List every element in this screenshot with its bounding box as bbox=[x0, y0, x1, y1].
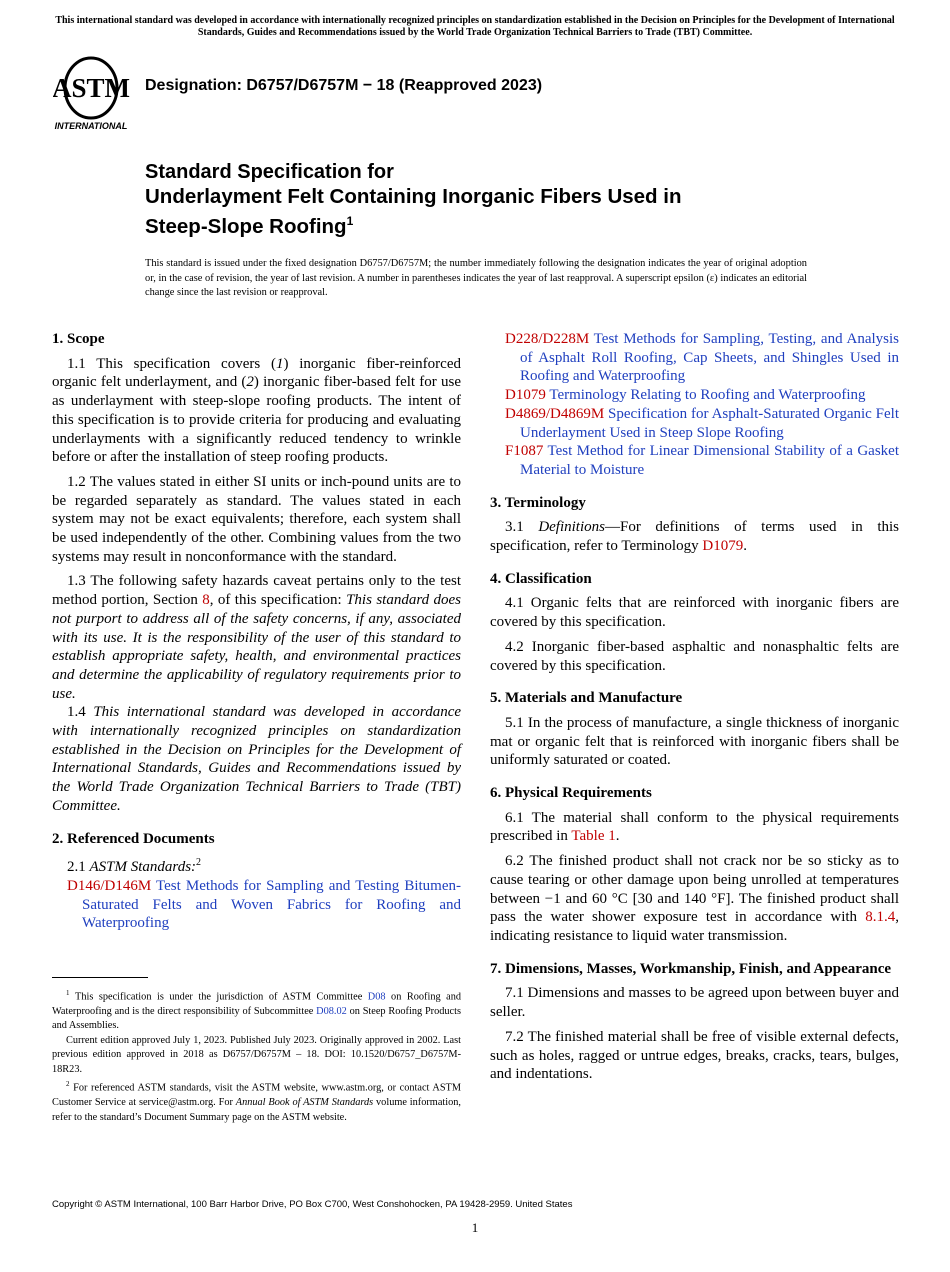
subcommittee-d08-02-link[interactable]: D08.02 bbox=[316, 1005, 347, 1017]
paragraph-1-1: 1.1 This specification covers (1) inorganic fiber-reinforced organic felt underlayment, and (2) inorganic fiber-based felt for use as underlayment with steep-slope roofing products. The intent of this specification is to provide criteria for producing and evaluating underlayments with a significantly reduced tendency to wrinkle before or after the installation of steep roofing products. bbox=[52, 355, 461, 466]
astm-logo-icon bbox=[53, 55, 135, 133]
paragraph-1-3: 1.3 The following safety hazards caveat pertains only to the test method portion, Section 8, of this specification: This standard does not purport to address all of the safety concerns, if any, associated with its use. It is the responsibility of the user of this standard to establish appropriate safety, health, and environmental practices and determine the applicability of regulatory requirements prior to use. bbox=[52, 573, 461, 702]
section-heading-physical: 6. Physical Requirements bbox=[490, 785, 652, 802]
footnote-1: $^1$ This specification is under the jurisdiction of ASTM Committee D08 on Roofing and Waterproofing and is the direct responsibility of Subcommittee D08.02 on Steep Roofing Products and Assemblies. bbox=[52, 989, 462, 1032]
section-8-link[interactable]: 8 bbox=[202, 592, 210, 609]
committee-d08-link[interactable]: D08 bbox=[367, 991, 386, 1003]
top-notice: This international standard was developed in accordance with internationally recognized principles on standardization established in the Decision on Principles for the Development of International Standards, Guides and Recommendations issued by the World Trade Organization Technical Barriers to Trade (TBT) Committee. bbox=[55, 15, 895, 38]
footnote-1-edition: Current edition approved July 1, 2023. Published July 2023. Originally approved in 2002. Last previous edition approved in 2018 as D6757/D6757M – 18. DOI: 10.1520/D6757_D6757M-18R23. bbox=[52, 1034, 461, 1075]
right-column bbox=[490, 330, 899, 1084]
reference-f1087[interactable]: F1087 Test Method for Linear Dimensional Stability of a Gasket Material to Moisture bbox=[505, 443, 899, 478]
paragraph-5-1: 5.1 In the process of manufacture, a single thickness of inorganic mat or organic felt that is reinforced with inorganic fibers shall be uniformly saturated or coated. bbox=[490, 714, 899, 769]
title-footnote-mark: 1 bbox=[346, 214, 354, 228]
reference-d1079[interactable]: D1079 Terminology Relating to Roofing and Waterproofing bbox=[505, 387, 866, 404]
table-1-link[interactable]: Table 1 bbox=[571, 828, 616, 845]
paragraph-6-2: 6.2 The finished product shall not crack nor be so sticky as to cause tearing or other damage upon being unrolled at temperatures between −1 and 60 °C [30 and 140 °F]. The finished product shall pass the water shower exposure test in accordance with 8.1.4, indicating resistance to liquid water transmission. bbox=[490, 853, 899, 944]
logo-subtext: INTERNATIONAL bbox=[54, 121, 128, 131]
section-heading-referenced: 2. Referenced Documents bbox=[52, 830, 215, 847]
section-heading-terminology: 3. Terminology bbox=[490, 494, 586, 511]
paragraph-1-2: 1.2 The values stated in either SI units or inch-pound units are to be regarded separately as standard. The values stated in each system may not be exact equivalents; therefore, each system shall be used independently of the other. Combining values from the two systems may result in nonconformance with the standard. bbox=[52, 473, 461, 565]
astm-logo bbox=[53, 55, 135, 133]
reference-d146[interactable]: D146/D146M Test Methods for Sampling and Testing Bitumen-Saturated Felts and Woven Fabrics for Roofing and Waterproofing bbox=[67, 877, 462, 932]
paragraph-2-1: 2.1 ASTM Standards:$^2$ bbox=[67, 857, 202, 876]
section-heading-classification: 4. Classification bbox=[490, 570, 592, 587]
designation: Designation: D6757/D6757M − 18 (Reapproved 2023) bbox=[145, 77, 543, 94]
footnote-2: $^2$ For referenced ASTM standards, visit the ASTM website, www.astm.org, or contact ASTM Customer Service at service@astm.org. For Annual Book of ASTM Standards volume information, refer to the standard’s Document Summary page on the ASTM website. bbox=[52, 1080, 462, 1123]
paragraph-3-1: 3.1 Definitions—For definitions of terms used in this specification, refer to Terminology D1079. bbox=[490, 519, 899, 555]
copyright: Copyright © ASTM International, 100 Barr Harbor Drive, PO Box C700, West Conshohocken, PA 19428-2959. United States bbox=[52, 1199, 573, 1210]
reference-d4869[interactable]: D4869/D4869M Specification for Asphalt-Saturated Organic Felt Underlayment Used in Steep Slope Roofing bbox=[505, 405, 900, 441]
paragraph-1-4: 1.4 This international standard was developed in accordance with internationally recognized principles on standardization established in the Decision on Principles for the Development of International Standards, Guides and Recommendations issued by the World Trade Organization Technical Barriers to Trade (TBT) Committee. bbox=[52, 704, 462, 814]
paragraph-4-2: 4.2 Inorganic fiber-based asphaltic and nonasphaltic felts are covered by this specification. bbox=[490, 638, 899, 674]
document-title bbox=[145, 160, 845, 239]
paragraph-4-1: 4.1 Organic felts that are reinforced with inorganic fibers are covered by this specification. bbox=[490, 595, 899, 631]
page-number: 1 bbox=[471, 1220, 479, 1235]
left-column bbox=[52, 330, 461, 933]
reference-d228[interactable]: D228/D228M Test Methods for Sampling, Testing, and Analysis of Asphalt Roll Roofing, Cap Sheets, and Shingles Used in Roofing and Waterproofing bbox=[505, 331, 900, 385]
paragraph-6-1: 6.1 The material shall conform to the physical requirements prescribed in Table 1. bbox=[490, 809, 899, 845]
terminology-d1079-link[interactable]: D1079 bbox=[702, 538, 744, 555]
section-heading-scope: 1. Scope bbox=[52, 331, 105, 347]
title-line-1: Standard Specification for bbox=[145, 161, 394, 183]
issue-note: This standard is issued under the fixed designation D6757/D6757M; the number immediately following the designation indicates the year of original adoption or, in the case of revision, the year of last revision. A number in parentheses indicates the year of last reapproval. A superscript epsilon (ε) indicates an editorial change since the last revision or reapproval. bbox=[145, 258, 807, 299]
section-8-1-4-link[interactable]: 8.1.4 bbox=[865, 909, 896, 926]
title-line-2: Underlayment Felt Containing Inorganic Fibers Used in bbox=[145, 185, 682, 208]
logo-text: ASTM bbox=[53, 73, 131, 103]
section-heading-dimensions: 7. Dimensions, Masses, Workmanship, Finish, and Appearance bbox=[490, 960, 892, 977]
paragraph-7-2: 7.2 The finished material shall be free of visible external defects, such as holes, ragged or untrue edges, breaks, cracks, tears, bulges, and indentations. bbox=[490, 1028, 899, 1083]
footnotes bbox=[52, 986, 461, 1125]
paragraph-7-1: 7.1 Dimensions and masses to be agreed upon between buyer and seller. bbox=[490, 985, 899, 1021]
footnote-divider bbox=[52, 977, 148, 978]
title-line-3: Steep-Slope Roofing bbox=[145, 214, 347, 238]
section-heading-materials: 5. Materials and Manufacture bbox=[490, 690, 683, 707]
